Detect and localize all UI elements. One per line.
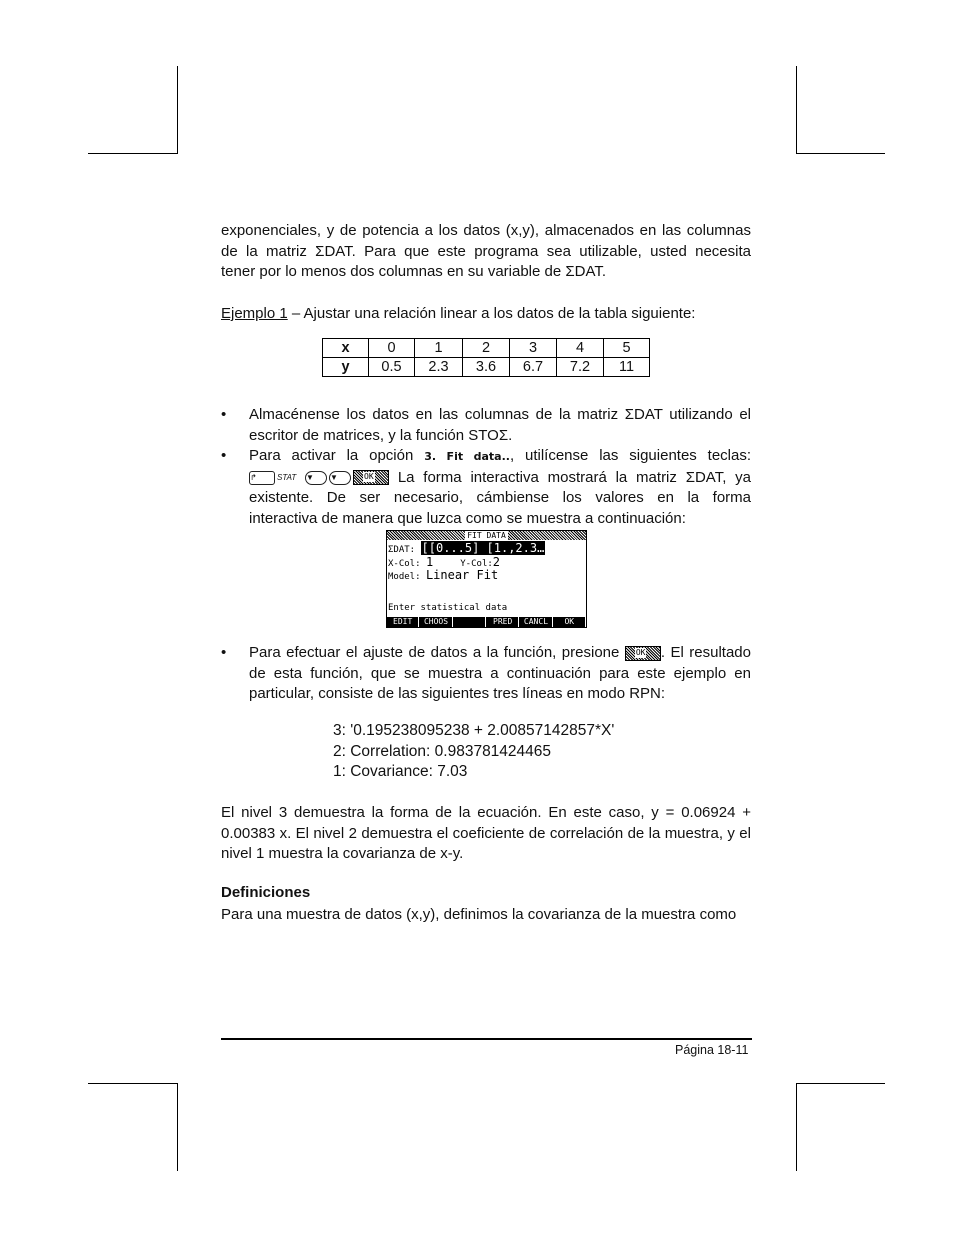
- softkey-edit[interactable]: EDIT: [387, 617, 419, 627]
- softkey-pred[interactable]: PRED: [487, 617, 519, 627]
- page-number: Página 18-11: [675, 1043, 749, 1057]
- ok-softkey-icon: [625, 646, 661, 661]
- intro-line: exponenciales, y de potencia a los datos (x,y), almacenados en las columnas: [221, 222, 751, 239]
- table-cell: 4: [557, 339, 604, 358]
- screen-status: Enter statistical data: [388, 603, 508, 613]
- table-cell: 2: [463, 339, 510, 358]
- ok-softkey-label: OK: [364, 472, 374, 482]
- xcol-field[interactable]: 1: [425, 555, 434, 569]
- down-arrow-key-icon: ▼: [305, 471, 327, 485]
- bullet-1-text: Almacénense los datos en las columnas de la matriz ΣDAT utilizando el escritor de matrices, y la función STOΣ.: [249, 406, 751, 444]
- crop-mark: [796, 1083, 885, 1084]
- right-shift-key-icon: ↱: [249, 471, 275, 485]
- bullet-3-text: [249, 643, 751, 705]
- crop-mark: [88, 153, 177, 154]
- softkey-ok[interactable]: OK: [554, 617, 586, 627]
- table-header-x: x: [323, 339, 369, 358]
- softkey-choos[interactable]: CHOOS: [420, 617, 452, 627]
- screen-title-bar: [387, 531, 586, 540]
- table-row: [323, 339, 650, 358]
- crop-mark: [796, 66, 797, 154]
- example-line: [221, 304, 695, 324]
- bullet-2-line: interactiva de manera que luzca como se muestra a continuación:: [249, 509, 686, 527]
- xcol-label: X-Col:: [388, 559, 421, 569]
- bullet-2-line: [249, 446, 751, 468]
- bullet-3-pre: Para efectuar el ajuste de datos a la función, presione: [249, 644, 620, 661]
- intro-paragraph: [221, 221, 751, 283]
- fit-data-option: 3. Fit data..: [424, 450, 510, 463]
- example-text: – Ajustar una relación linear a los datos de la tabla siguiente:: [287, 305, 696, 322]
- table-cell: 0.5: [369, 358, 415, 377]
- intro-line: tener por lo menos dos columnas en su variable de ΣDAT.: [221, 263, 607, 280]
- bullet-2-pre: Para activar la opción: [249, 447, 414, 464]
- softkey-blank[interactable]: [454, 617, 486, 627]
- crop-mark: [177, 66, 178, 154]
- table-cell: 11: [604, 358, 650, 377]
- crop-mark: [796, 1083, 797, 1171]
- data-table: [322, 338, 650, 377]
- bullet-2-line2: La forma interactiva mostrará la matriz ΣDAT, ya: [397, 468, 751, 486]
- example-label: Ejemplo 1: [221, 305, 288, 322]
- footer-rule: [221, 1038, 752, 1040]
- crop-mark: [88, 1083, 177, 1084]
- table-header-y: y: [323, 358, 369, 377]
- bullet-marker: •: [221, 644, 227, 661]
- table-cell: 5: [604, 339, 650, 358]
- result-paragraph: El nivel 3 demuestra la forma de la ecuación. En este caso, y = 0.06924 + 0.00383 x. El nivel 2 demuestra el coeficiente de correlación de la muestra, y el nivel 1 muestra la covarianza de x-y.: [221, 804, 751, 862]
- crop-mark: [177, 1083, 178, 1171]
- ok-softkey-label: OK: [635, 647, 646, 657]
- table-cell: 6.7: [510, 358, 557, 377]
- table-row: [323, 358, 650, 377]
- rpn-level-3: 3: '0.195238095238 + 2.00857142857*X': [333, 722, 615, 739]
- stat-key-icon: STAT: [277, 472, 297, 482]
- sdat-label: ΣDAT:: [388, 545, 416, 555]
- screen-row-model: [388, 570, 498, 583]
- down-arrow-key-icon: ▼: [329, 471, 351, 485]
- model-field[interactable]: Linear Fit: [425, 568, 499, 582]
- sdat-field[interactable]: [[0...5] [1.,2.3…: [421, 541, 545, 555]
- intro-line: de la matriz ΣDAT. Para que este programa sea utilizable, usted necesita: [221, 242, 751, 260]
- ycol-field[interactable]: 2: [492, 555, 501, 569]
- calculator-screen: [386, 530, 587, 628]
- ok-softkey-icon: [353, 470, 389, 485]
- screen-row-sdat: [388, 543, 545, 556]
- bullet-marker: •: [221, 406, 227, 423]
- bullet-2-line: [249, 468, 751, 489]
- definitions-heading: Definiciones: [221, 884, 311, 901]
- rpn-level-1: 1: Covariance: 7.03: [333, 763, 468, 780]
- screen-title: FIT DATA: [467, 531, 506, 540]
- model-label: Model:: [388, 572, 421, 582]
- table-cell: 3: [510, 339, 557, 358]
- bullet-marker: •: [221, 447, 227, 464]
- table-cell: 7.2: [557, 358, 604, 377]
- table-cell: 2.3: [415, 358, 463, 377]
- bullet-2-line: existente. De ser necesario, cámbiense los valores en la forma: [249, 489, 751, 506]
- rpn-level-2: 2: Correlation: 0.983781424465: [333, 743, 552, 760]
- ycol-label: Y-Col:: [460, 559, 493, 569]
- table-cell: 1: [415, 339, 463, 358]
- bullet-2-post: , utilícense las siguientes teclas:: [509, 447, 752, 464]
- bullet-2-text: [249, 446, 751, 529]
- definitions-text: Para una muestra de datos (x,y), definimos la covarianza de la muestra como: [221, 906, 737, 923]
- crop-mark: [796, 153, 885, 154]
- bullet-3-post: . El resultado de esta función, que se muestra a continuación para este ejemplo en particular, consiste de las siguientes tres líneas en modo RPN:: [249, 644, 751, 702]
- softkey-cancl[interactable]: CANCL: [520, 617, 552, 627]
- table-cell: 3.6: [463, 358, 510, 377]
- table-cell: 0: [369, 339, 415, 358]
- screen-softkey-menu: [387, 617, 586, 627]
